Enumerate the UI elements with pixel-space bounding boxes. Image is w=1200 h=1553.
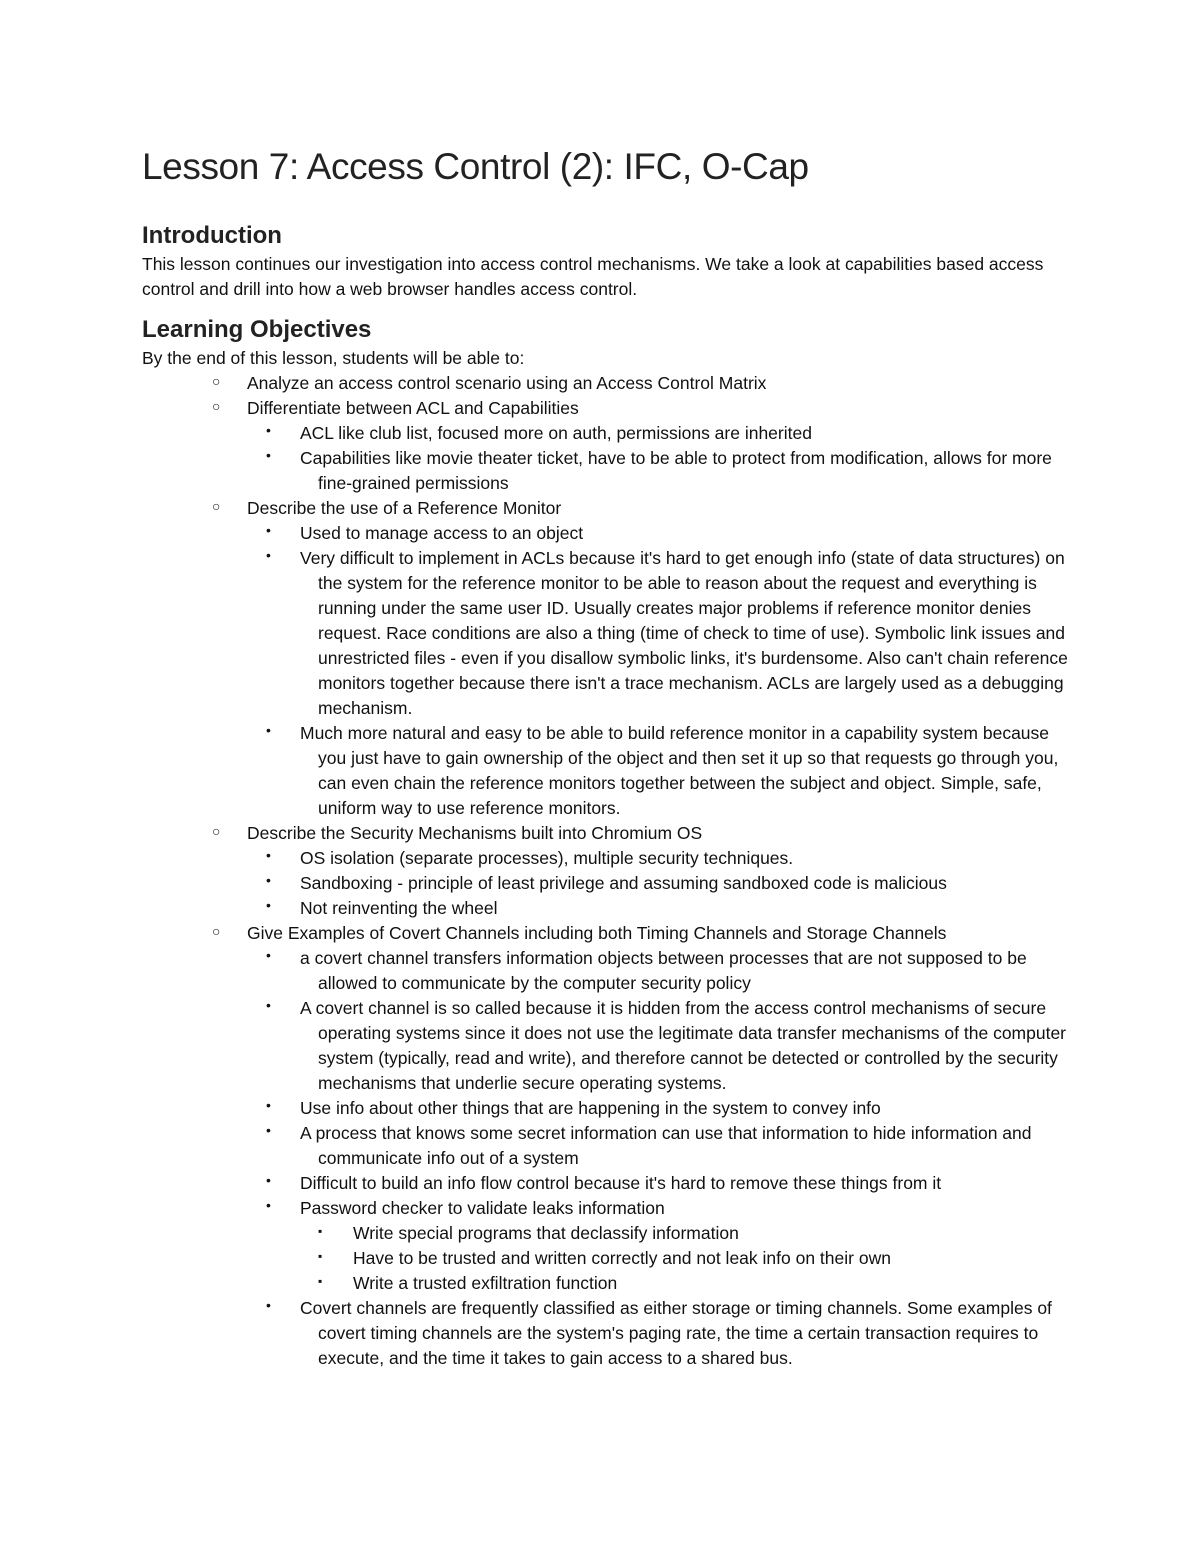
hollow-circle-bullet-icon: ○ <box>212 923 221 939</box>
introduction-heading: Introduction <box>142 222 282 249</box>
sub-point <box>142 446 1072 496</box>
objective-text: Analyze an access control scenario using an Access Control Matrix <box>247 373 767 393</box>
objective-text: Give Examples of Covert Channels including both Timing Channels and Storage Channels <box>247 923 947 943</box>
sub-point <box>142 546 1072 721</box>
sub-point <box>142 421 1072 446</box>
document-page <box>142 140 1072 1371</box>
objective-item <box>142 396 1072 421</box>
sub-point <box>142 871 1072 896</box>
bullet-dot-icon: • <box>266 997 271 1013</box>
sub-point-text: Used to manage access to an object <box>300 523 584 543</box>
bullet-dot-icon: • <box>266 447 271 463</box>
sub-sub-point-text: Have to be trusted and written correctly and not leak info on their own <box>353 1248 891 1268</box>
objective-item <box>142 496 1072 521</box>
sub-point <box>142 721 1072 821</box>
bullet-dot-icon: • <box>266 1097 271 1113</box>
bullet-dot-icon: • <box>266 522 271 538</box>
sub-point <box>142 846 1072 871</box>
sub-sub-point-text: Write special programs that declassify information <box>353 1223 739 1243</box>
objectives-lead: By the end of this lesson, students will be able to: <box>142 348 525 368</box>
bullet-dot-icon: • <box>266 947 271 963</box>
bullet-dot-icon: • <box>266 897 271 913</box>
sub-point-text: Covert channels are frequently classified as either storage or timing channels. Some examples of covert timing channels are the system's paging rate, the time a certain transaction requires to execute, and the time it takes to gain access to a shared bus. <box>300 1298 1052 1368</box>
objective-item <box>142 371 1072 396</box>
sub-point <box>142 996 1072 1096</box>
sub-point-text: Very difficult to implement in ACLs because it's hard to get enough info (state of data structures) on the system for the reference monitor to be able to reason about the request and everything is running under the same user ID. Usually creates major problems if reference monitor denies request. Race conditions are also a thing (time of check to time of use). Symbolic link issues and unrestricted files - even if you disallow symbolic links, it's burdensome. Also can't chain reference monitors together because there isn't a trace mechanism. ACLs are largely used as a debugging mechanism. <box>300 548 1068 718</box>
bullet-dot-icon: • <box>266 847 271 863</box>
bullet-dot-icon: • <box>266 547 271 563</box>
square-bullet-icon: ▪ <box>318 1274 323 1288</box>
sub-sub-point <box>142 1246 1072 1271</box>
sub-point-text: Use info about other things that are happening in the system to convey info <box>300 1098 881 1118</box>
sub-sub-point <box>142 1271 1072 1296</box>
sub-point-text: Difficult to build an info flow control because it's hard to remove these things from it <box>300 1173 942 1193</box>
sub-point-text: Not reinventing the wheel <box>300 898 498 918</box>
bullet-dot-icon: • <box>266 422 271 438</box>
sub-point-text: Much more natural and easy to be able to build reference monitor in a capability system because you just have to gain ownership of the object and then set it up so that requests go through you, can even chain the reference monitors together between the subject and object. Simple, safe, uniform way to use reference monitors. <box>300 723 1059 818</box>
sub-sub-point <box>142 1221 1072 1246</box>
sub-point-text: Capabilities like movie theater ticket, have to be able to protect from modification, allows for more fine-grained permissions <box>300 448 1052 493</box>
sub-point <box>142 521 1072 546</box>
bullet-dot-icon: • <box>266 1172 271 1188</box>
introduction-text: This lesson continues our investigation into access control mechanisms. We take a look at capabilities based access control and drill into how a web browser handles access control. <box>142 254 1044 299</box>
learning-objectives-heading: Learning Objectives <box>142 316 372 343</box>
sub-point-text: A covert channel is so called because it is hidden from the access control mechanisms of secure operating systems since it does not use the legitimate data transfer mechanisms of the computer system (typically, read and write), and therefore cannot be detected or controlled by the security mechanisms that underlie secure operating systems. <box>300 998 1067 1093</box>
hollow-circle-bullet-icon: ○ <box>212 398 221 414</box>
document-title: Lesson 7: Access Control (2): IFC, O-Cap <box>142 146 809 187</box>
hollow-circle-bullet-icon: ○ <box>212 373 221 389</box>
objective-text: Differentiate between ACL and Capabilities <box>247 398 579 418</box>
objective-item <box>142 821 1072 846</box>
hollow-circle-bullet-icon: ○ <box>212 498 221 514</box>
objectives-list <box>142 371 1072 1371</box>
bullet-dot-icon: • <box>266 1197 271 1213</box>
sub-point-text: Sandboxing - principle of least privilege and assuming sandboxed code is malicious <box>300 873 947 893</box>
objective-text: Describe the use of a Reference Monitor <box>247 498 562 518</box>
sub-point-text: A process that knows some secret information can use that information to hide information and communicate info out of a system <box>300 1123 1032 1168</box>
bullet-dot-icon: • <box>266 722 271 738</box>
objective-item <box>142 921 1072 946</box>
sub-point <box>142 1296 1072 1371</box>
bullet-dot-icon: • <box>266 872 271 888</box>
sub-point <box>142 1196 1072 1221</box>
sub-point-text: ACL like club list, focused more on auth, permissions are inherited <box>300 423 812 443</box>
sub-point-text: a covert channel transfers information objects between processes that are not supposed to be allowed to communicate by the computer security policy <box>300 948 1027 993</box>
hollow-circle-bullet-icon: ○ <box>212 823 221 839</box>
sub-point <box>142 896 1072 921</box>
square-bullet-icon: ▪ <box>318 1249 323 1263</box>
bullet-dot-icon: • <box>266 1122 271 1138</box>
sub-point <box>142 1171 1072 1196</box>
square-bullet-icon: ▪ <box>318 1224 323 1238</box>
sub-point-text: Password checker to validate leaks information <box>300 1198 665 1218</box>
objective-text: Describe the Security Mechanisms built into Chromium OS <box>247 823 703 843</box>
sub-point <box>142 1121 1072 1171</box>
sub-point <box>142 946 1072 996</box>
sub-point <box>142 1096 1072 1121</box>
bullet-dot-icon: • <box>266 1297 271 1313</box>
sub-sub-point-text: Write a trusted exfiltration function <box>353 1273 618 1293</box>
sub-point-text: OS isolation (separate processes), multiple security techniques. <box>300 848 794 868</box>
